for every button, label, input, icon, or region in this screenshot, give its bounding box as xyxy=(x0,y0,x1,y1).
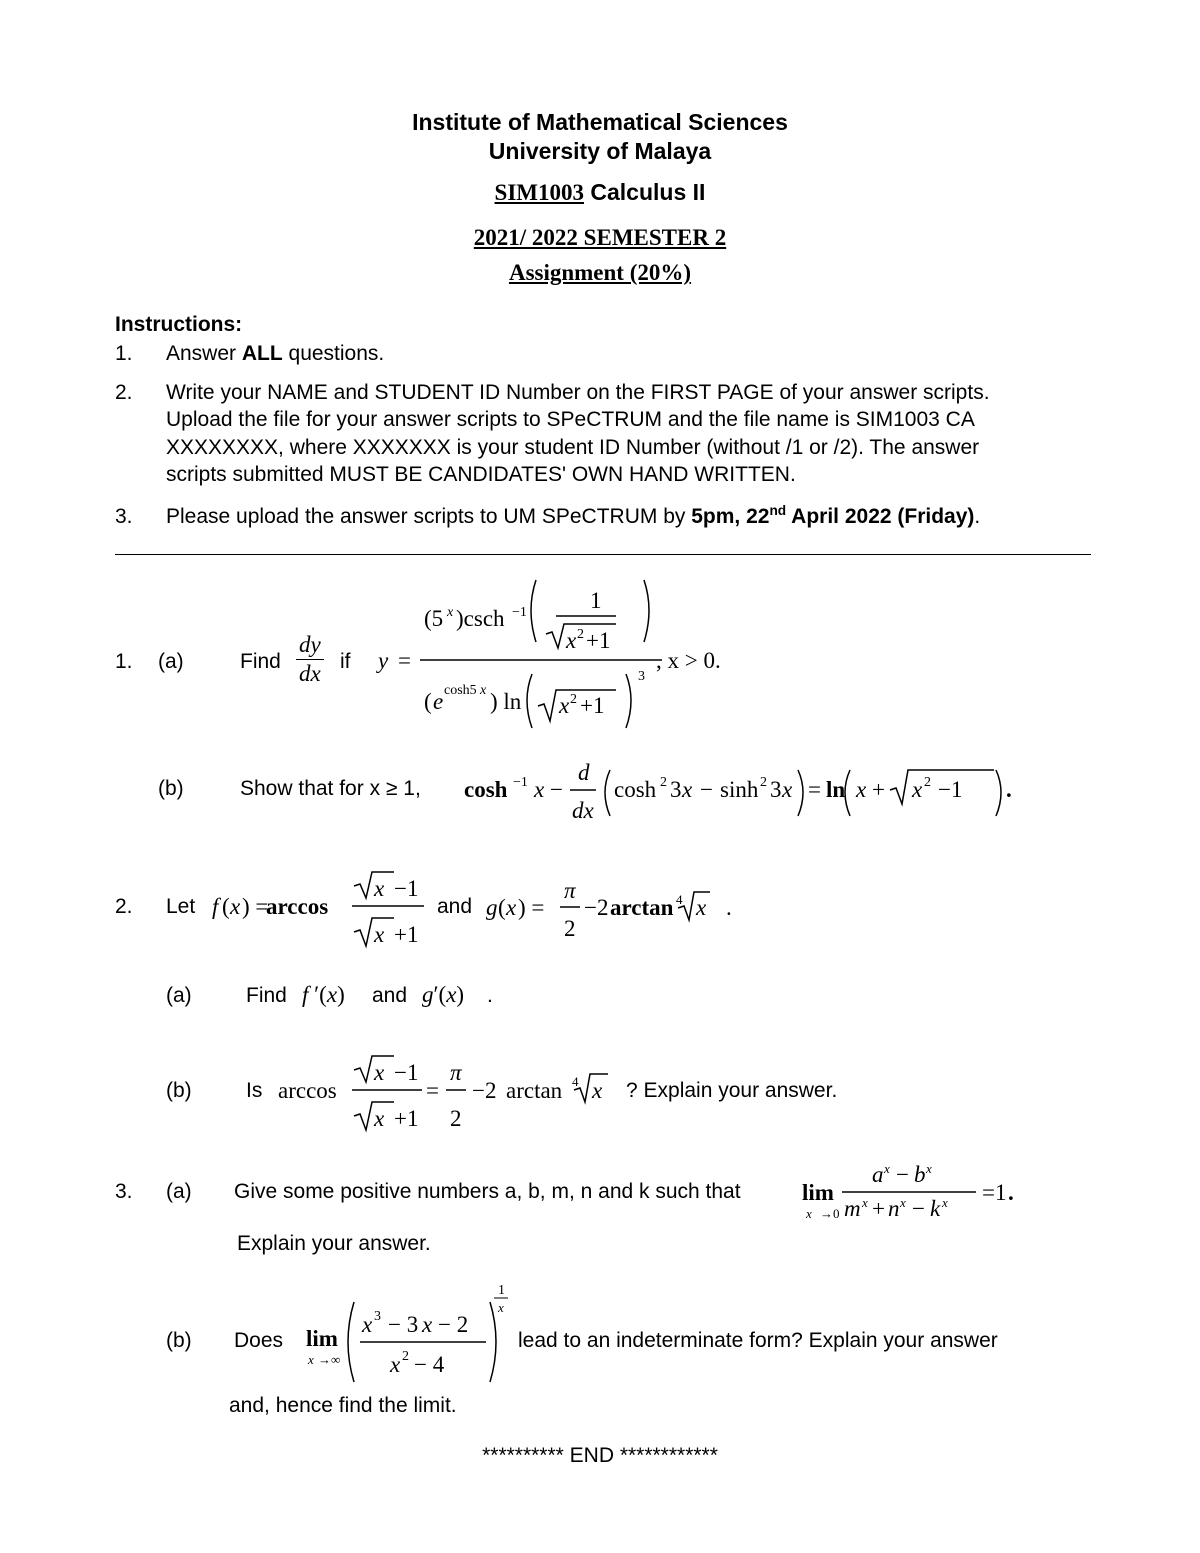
svg-text:−: − xyxy=(550,777,563,802)
svg-text:3: 3 xyxy=(670,777,682,802)
svg-text:π: π xyxy=(450,1060,462,1085)
svg-text:lim: lim xyxy=(802,1180,834,1205)
q1-number: 1. xyxy=(115,650,133,673)
svg-text:− 4: − 4 xyxy=(414,1352,445,1377)
end-marker: ********** END ************ xyxy=(482,1444,718,1467)
q3-number: 3. xyxy=(115,1180,133,1203)
svg-text:+1: +1 xyxy=(580,693,605,718)
q1a-label: (a) xyxy=(158,650,184,673)
assignment-line: Assignment (20%) xyxy=(508,260,692,285)
q2a-end: . xyxy=(487,984,493,1007)
instruction-1-pre: Answer xyxy=(166,342,242,365)
instruction-2-line-2: Upload the file for your answer scripts to SPeCTRUM and the file name is SIM1003 CA xyxy=(166,408,975,431)
svg-text:e: e xyxy=(433,689,444,714)
instruction-3-pre: Please upload the answer scripts to UM SPeCTRUM by xyxy=(166,505,692,528)
semester-line: 2021/ 2022 SEMESTER 2 xyxy=(473,225,727,250)
q2b-label: (b) xyxy=(166,1079,192,1102)
svg-text:− 3: − 3 xyxy=(388,1312,419,1337)
svg-text:−: − xyxy=(700,777,713,802)
svg-text:sinh: sinh xyxy=(720,777,759,802)
instruction-2-line-1: Write your NAME and STUDENT ID Number on the FIRST PAGE of your answer scripts. xyxy=(166,381,990,404)
instruction-3-deadline-date: April 2022 (Friday) xyxy=(786,505,975,528)
instruction-2-line-4: scripts submitted MUST BE CANDIDATES' OWN HAND WRITTEN. xyxy=(166,463,796,486)
svg-text:x: x xyxy=(592,1078,603,1103)
svg-text:x: x xyxy=(862,1195,868,1210)
svg-text:3: 3 xyxy=(770,777,782,802)
svg-text:)csch: )csch xyxy=(456,606,505,631)
q2-g-svg xyxy=(484,874,734,946)
q2-f-svg xyxy=(210,866,430,950)
svg-text:) ln: ) ln xyxy=(490,689,522,714)
instructions-heading: Instructions: xyxy=(115,313,243,336)
instruction-text-1 xyxy=(166,342,384,366)
instruction-2-line-3: XXXXXXXX, where XXXXXXX is your student ID Number (without /1 or /2). The answer xyxy=(166,436,980,459)
svg-text:x: x xyxy=(912,777,923,802)
svg-text:x: x xyxy=(390,1352,401,1377)
svg-text:1: 1 xyxy=(590,588,602,613)
svg-text:) =: ) = xyxy=(518,895,545,920)
svg-text:+1: +1 xyxy=(394,1106,419,1131)
svg-text:x: x xyxy=(374,922,385,947)
svg-text:=1: =1 xyxy=(982,1180,1007,1205)
svg-text:x: x xyxy=(942,1195,948,1210)
q3b-limit-svg xyxy=(304,1280,514,1390)
q3a-explain: Explain your answer. xyxy=(237,1232,431,1255)
q2a-and: and xyxy=(372,984,408,1007)
instruction-num-1: 1. xyxy=(115,342,133,365)
q2-let: Let xyxy=(166,895,196,918)
q2b-equation-svg xyxy=(278,1050,618,1134)
svg-text:x: x xyxy=(926,1161,932,1176)
svg-text:x: x xyxy=(506,895,517,920)
svg-text:x: x xyxy=(534,777,545,802)
svg-text:2: 2 xyxy=(760,775,767,790)
svg-text:d: d xyxy=(578,760,590,785)
svg-text:π: π xyxy=(564,878,576,903)
svg-text:2: 2 xyxy=(564,916,576,941)
svg-text:x: x xyxy=(559,693,570,718)
instruction-text-3 xyxy=(166,503,980,529)
svg-text:a: a xyxy=(872,1162,884,1187)
svg-text:x: x xyxy=(806,1206,812,1221)
q3a-limit xyxy=(802,1160,1032,1236)
svg-text:x: x xyxy=(900,1195,906,1210)
q2b-explain: ? Explain your answer. xyxy=(626,1079,838,1102)
svg-text:+: + xyxy=(872,1196,885,1221)
university-name: University of Malaya xyxy=(488,138,712,164)
svg-text:x: x xyxy=(782,777,793,802)
svg-text:b: b xyxy=(914,1162,926,1187)
q1a-formula-svg xyxy=(376,576,676,736)
svg-text:−: − xyxy=(912,1196,925,1221)
svg-text:x: x xyxy=(374,1060,385,1085)
q3b-text: lead to an indeterminate form? Explain your answer xyxy=(518,1329,998,1352)
svg-text:cosh: cosh xyxy=(614,777,657,802)
q1a-formula xyxy=(376,576,676,742)
svg-text:2: 2 xyxy=(570,692,577,707)
svg-text:.: . xyxy=(1008,1180,1014,1205)
svg-text:g: g xyxy=(486,895,498,920)
q2-and: and xyxy=(437,895,473,918)
svg-text:ln: ln xyxy=(826,777,846,802)
svg-text:k: k xyxy=(930,1196,941,1221)
q2-f-definition xyxy=(210,866,430,956)
instruction-3-ordinal: nd xyxy=(769,503,787,518)
svg-text:−1: −1 xyxy=(938,777,963,802)
svg-text:=: = xyxy=(426,1078,439,1103)
course-name: Calculus II xyxy=(584,179,706,205)
svg-text:x: x xyxy=(422,1312,433,1337)
svg-text:f: f xyxy=(212,894,219,919)
course-title xyxy=(0,179,1200,206)
svg-text:x: x xyxy=(696,895,707,920)
svg-text:4: 4 xyxy=(572,1074,579,1089)
svg-text:lim: lim xyxy=(306,1326,338,1351)
q3b-label: (b) xyxy=(166,1329,192,1352)
q2b-is: Is xyxy=(246,1079,263,1102)
svg-text:−1: −1 xyxy=(394,1060,419,1085)
svg-text:+1: +1 xyxy=(394,922,419,947)
q1b-identity xyxy=(464,756,1024,834)
q2-g-definition xyxy=(484,874,734,952)
svg-text:arccos: arccos xyxy=(278,1078,337,1103)
instruction-num-2: 2. xyxy=(115,381,133,404)
svg-text:→0: →0 xyxy=(820,1206,840,1221)
svg-text:(: ( xyxy=(424,689,432,714)
svg-text:=: = xyxy=(398,648,411,673)
q2-number: 2. xyxy=(115,895,133,918)
institute-name: Institute of Mathematical Sciences xyxy=(412,109,788,135)
svg-text:−1: −1 xyxy=(394,876,419,901)
svg-text:+1: +1 xyxy=(586,628,611,653)
q1a-find: Find xyxy=(240,650,281,673)
q3b-continuation: and, hence find the limit. xyxy=(229,1394,457,1417)
svg-text:3: 3 xyxy=(374,1309,381,1324)
svg-text:cosh: cosh xyxy=(464,777,508,802)
svg-text:2: 2 xyxy=(660,775,667,790)
course-code: SIM1003 xyxy=(494,180,584,205)
svg-text:−1: −1 xyxy=(513,775,528,790)
q3a-label: (a) xyxy=(166,1180,192,1203)
q2b-equation xyxy=(278,1050,618,1140)
q2a-gprime: g′(x) xyxy=(422,982,465,1007)
svg-text:arctan: arctan xyxy=(610,895,674,920)
svg-text:2: 2 xyxy=(577,627,584,642)
svg-text:y: y xyxy=(378,648,389,673)
svg-text:x: x xyxy=(884,1161,890,1176)
svg-text:m: m xyxy=(844,1196,861,1221)
svg-text:−2: −2 xyxy=(584,895,609,920)
instruction-3-post: . xyxy=(974,505,981,528)
svg-text:arccos: arccos xyxy=(266,894,329,919)
instruction-num-3: 3. xyxy=(115,505,133,528)
q1b-identity-svg xyxy=(464,756,1024,828)
svg-text:−: − xyxy=(896,1162,909,1187)
svg-text:− 2: − 2 xyxy=(438,1312,469,1337)
q3b-limit xyxy=(304,1280,514,1396)
instruction-3-deadline-time: 5pm, 22 xyxy=(691,505,770,528)
svg-text:x: x xyxy=(682,777,693,802)
svg-text:2: 2 xyxy=(924,775,931,790)
svg-text:3: 3 xyxy=(638,669,645,684)
svg-text:x: x xyxy=(374,1106,385,1131)
q3a-text: Give some positive numbers a, b, m, n and k such that xyxy=(234,1180,741,1203)
svg-text:+: + xyxy=(872,777,885,802)
q1a-if: if xyxy=(340,650,351,673)
svg-text:(: ( xyxy=(498,895,506,920)
q2a-find: Find xyxy=(246,984,287,1007)
svg-text:−2: −2 xyxy=(472,1078,497,1103)
svg-text:x: x xyxy=(374,876,385,901)
svg-text:n: n xyxy=(888,1196,900,1221)
svg-text:x: x xyxy=(447,605,454,620)
svg-text:=: = xyxy=(808,777,821,802)
instruction-1-post: questions. xyxy=(282,342,385,365)
svg-text:2: 2 xyxy=(450,1106,462,1131)
svg-text:x: x xyxy=(362,1312,373,1337)
q1b-label: (b) xyxy=(158,777,184,800)
svg-text:4: 4 xyxy=(676,892,683,907)
q1b-text: Show that for x ≥ 1, xyxy=(240,777,421,800)
q1a-derivative: $\frac{dy}{dx}$ xyxy=(296,632,324,688)
svg-text:.: . xyxy=(726,895,732,920)
svg-text:−1: −1 xyxy=(512,605,527,620)
svg-text:arctan: arctan xyxy=(506,1078,563,1103)
svg-text:→∞: →∞ xyxy=(318,1352,341,1367)
svg-text:2: 2 xyxy=(402,1349,409,1364)
q2a-fprime: f ′(x) xyxy=(302,982,345,1007)
q2a-label: (a) xyxy=(166,984,192,1007)
svg-text:(5: (5 xyxy=(424,606,444,631)
q3a-limit-svg xyxy=(802,1160,1032,1230)
svg-text:dx: dx xyxy=(572,798,594,823)
q1a-condition: , x > 0. xyxy=(656,648,721,673)
svg-text:x: x xyxy=(566,628,577,653)
svg-text:x: x xyxy=(856,777,867,802)
q3b-does: Does xyxy=(234,1329,284,1352)
svg-text:(: ( xyxy=(222,894,230,919)
svg-text:1: 1 xyxy=(498,1283,505,1298)
svg-text:x: x xyxy=(308,1352,314,1367)
svg-text:x: x xyxy=(230,894,241,919)
svg-text:) =: ) = xyxy=(242,894,269,919)
svg-text:x: x xyxy=(480,683,487,698)
svg-text:cosh5: cosh5 xyxy=(444,683,477,698)
instruction-1-bold: ALL xyxy=(241,342,283,365)
separator-line xyxy=(115,554,1091,555)
svg-text:.: . xyxy=(1006,777,1012,802)
svg-text:x: x xyxy=(498,1300,504,1315)
